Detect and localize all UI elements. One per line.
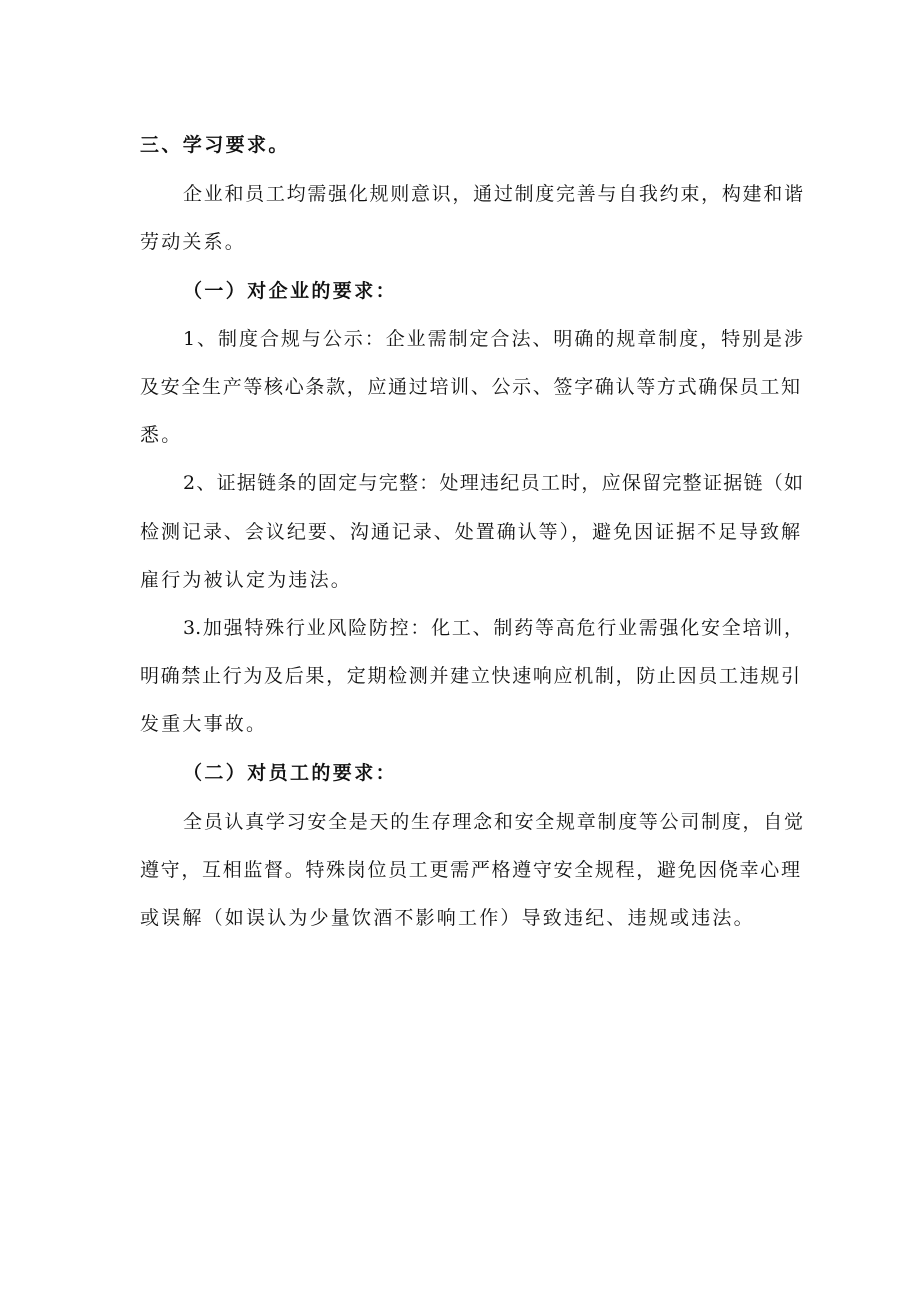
- subsection-2-heading: （二）对员工的要求：: [183, 762, 398, 784]
- item-2-line-1: 2、证据链条的固定与完整：处理违纪员工时，应保留完整证据链（如: [183, 472, 803, 494]
- item-1-line-3: 悉。: [140, 424, 183, 446]
- item-2-line-3: 雇行为被认定为违法。: [140, 569, 353, 591]
- intro-line-1: 企业和员工均需强化规则意识，通过制度完善与自我约束，构建和谐: [183, 183, 803, 205]
- item-1-line-1: 1、制度合规与公示：企业需制定合法、明确的规章制度，特别是涉: [183, 328, 803, 350]
- item-3-line-2: 明确禁止行为及后果，定期检测并建立快速响应机制，防止因员工违规引: [140, 665, 800, 687]
- employee-line-1: 全员认真学习安全是天的生存理念和安全规章制度等公司制度，自觉: [183, 811, 803, 833]
- section-heading: 三、学习要求。: [140, 134, 290, 156]
- subsection-1-heading: （一）对企业的要求：: [183, 280, 398, 302]
- item-1-line-2: 及安全生产等核心条款，应通过培训、公示、签字确认等方式确保员工知: [140, 376, 800, 398]
- employee-line-3: 或误解（如误认为少量饮酒不影响工作）导致违纪、违规或违法。: [140, 907, 755, 929]
- intro-line-2: 劳动关系。: [140, 231, 247, 253]
- item-3-line-3: 发重大事故。: [140, 713, 268, 735]
- item-2-line-2: 检测记录、会议纪要、沟通记录、处置确认等），避免因证据不足导致解: [140, 521, 800, 543]
- employee-line-2: 遵守，互相监督。特殊岗位员工更需严格遵守安全规程，避免因侥幸心理: [140, 859, 800, 881]
- item-3-line-1: 3.加强特殊行业风险防控：化工、制药等高危行业需强化安全培训，: [183, 617, 803, 639]
